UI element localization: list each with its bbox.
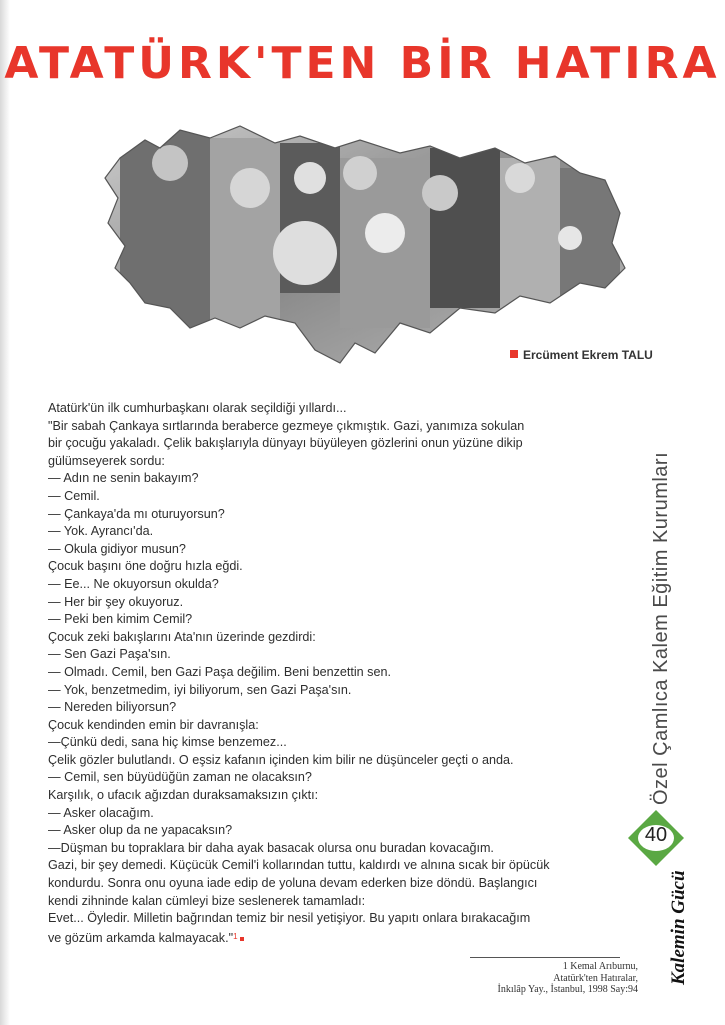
body-line: bir çocuğu yakaladı. Çelik bakışlarıyla dünyayı büyüleyen gözlerini onun yüzüne dikip bbox=[48, 436, 523, 451]
body-line: —Düşman bu topraklara bir daha ayak basacak olursa onu buradan kovacağım. bbox=[48, 840, 494, 855]
author-square-bullet-icon bbox=[510, 350, 518, 358]
turkey-map-photo-collage bbox=[100, 118, 630, 373]
footnote bbox=[458, 961, 638, 996]
body-line: — Cemil, sen büyüdüğün zaman ne olacaksın? bbox=[48, 770, 312, 785]
body-line: —Çünkü dedi, sana hiç kimse benzemez... bbox=[48, 735, 287, 750]
body-line: kendi zihninde kalan cümleyi bize seslenerek tamamladı: bbox=[48, 893, 366, 908]
body-line: — Adın ne senin bakayım? bbox=[48, 471, 199, 486]
body-line: Çocuk başını öne doğru hızla eğdi. bbox=[48, 559, 243, 574]
footnote-line: İnkılâp Yay., İstanbul, 1998 Say:94 bbox=[497, 984, 638, 995]
body-line: — Sen Gazi Paşa'sın. bbox=[48, 647, 171, 662]
article-title: ATATÜRK'TEN BİR HATIRA bbox=[4, 38, 721, 89]
footnote-reference: 1 bbox=[233, 931, 238, 941]
body-line: — Yok. Ayrancı'da. bbox=[48, 524, 154, 539]
body-line: Çocuk zeki bakışlarını Ata'nın üzerinde gezdirdi: bbox=[48, 629, 316, 644]
end-square-icon bbox=[240, 937, 244, 941]
body-line: — Cemil. bbox=[48, 488, 100, 503]
body-line: "Bir sabah Çankaya sırtlarında beraberce gezmeye çıkmıştık. Gazi, yanımıza sokulan bbox=[48, 418, 525, 433]
body-line: kondurdu. Sonra onu oyuna iade edip de yoluna devam ederken bize döndü. Başlangıcı bbox=[48, 876, 538, 891]
footnote-divider bbox=[470, 957, 620, 958]
body-line: Evet... Öyledir. Milletin bağrından temiz bir nesil yetişiyor. Bu yapıtı onlara bırakacağım bbox=[48, 911, 531, 926]
body-line: — Okula gidiyor musun? bbox=[48, 541, 186, 556]
article-body bbox=[48, 400, 618, 945]
body-line: — Çankaya'da mı oturuyorsun? bbox=[48, 506, 225, 521]
body-line: — Yok, benzetmedim, iyi biliyorum, sen Gazi Paşa'sın. bbox=[48, 682, 352, 697]
body-line: Karşılık, o ufacık ağızdan duraksamaksızın çıktı: bbox=[48, 788, 319, 803]
body-line: Çelik gözler bulutlandı. O eşsiz kafanın içinden kim bilir ne düşünceler geçti o anda. bbox=[48, 752, 514, 767]
body-line: — Olmadı. Cemil, ben Gazi Paşa değilim. Beni benzettin sen. bbox=[48, 664, 391, 679]
body-line: — Nereden biliyorsun? bbox=[48, 700, 177, 715]
body-line: Gazi, bir şey demedi. Küçücük Cemil'i kollarından tuttu, kaldırdı ve alnına sıcak bir öpücük bbox=[48, 858, 550, 873]
body-line: — Her bir şey okuyoruz. bbox=[48, 594, 184, 609]
school-name-vertical: Özel Çamlıca Kalem Eğitim Kurumları bbox=[650, 451, 672, 805]
page-number: 40 bbox=[644, 824, 668, 846]
footnote-line: 1 Kemal Arıburnu, bbox=[562, 961, 638, 972]
body-line: Çocuk kendinden emin bir davranışla: bbox=[48, 717, 259, 732]
body-line: — Asker olacağım. bbox=[48, 805, 154, 820]
magazine-logo: Kalemin Gücü bbox=[668, 870, 689, 985]
page-edge-shadow bbox=[0, 0, 10, 1025]
body-line: Atatürk'ün ilk cumhurbaşkanı olarak seçildiği yıllardı... bbox=[48, 401, 347, 415]
body-line: — Peki ben kimim Cemil? bbox=[48, 612, 193, 627]
author-name: Ercüment Ekrem TALU bbox=[523, 348, 653, 362]
footnote-line: Atatürk'ten Hatıralar, bbox=[553, 972, 638, 984]
body-line: — Ee... Ne okuyorsun okulda? bbox=[48, 576, 219, 591]
body-line: — Asker olup da ne yapacaksın? bbox=[48, 823, 233, 838]
body-line: gülümseyerek sordu: bbox=[48, 453, 165, 468]
body-line-text: ve gözüm arkamda kalmayacak." bbox=[48, 930, 234, 945]
author-byline bbox=[510, 348, 653, 362]
body-line-last bbox=[48, 928, 618, 946]
